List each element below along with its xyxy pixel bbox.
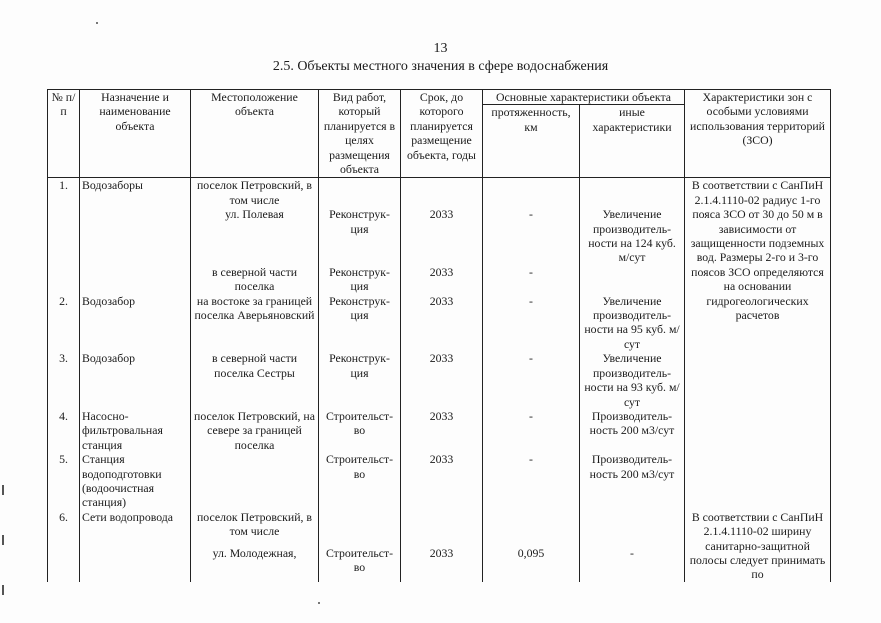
cell-other: Увеличение производитель-ности на 93 куб. м/сут [580, 351, 685, 409]
header-length: протяженность, км [483, 105, 580, 178]
cell-location: в северной части поселка Сестры [191, 351, 319, 409]
cell-length: - [483, 294, 580, 352]
table-row [48, 510, 831, 546]
header-main-characteristics: Основные характеристики объекта [483, 90, 685, 105]
cell-work: Строительст-во [319, 409, 401, 452]
water-objects-table [47, 89, 831, 582]
scan-margin-mark [2, 485, 4, 495]
cell-length: - [483, 452, 580, 510]
header-work: Вид работ, который планируется в целях размещения объекта [319, 90, 401, 178]
scan-margin-mark [2, 535, 4, 545]
cell-num: 6. [48, 510, 80, 546]
cell-location: в северной части поселка [191, 265, 319, 294]
section-title: 2.5. Объекты местного значения в сфере водоснабжения [272, 59, 609, 74]
cell-other: - [580, 546, 685, 582]
header-zso: Характеристики зон с особыми условиями использования территорий (ЗСО) [685, 90, 831, 178]
cell-length: - [483, 265, 580, 294]
cell-term: 2033 [401, 265, 483, 294]
cell-length: - [483, 409, 580, 452]
table-body [48, 178, 831, 582]
cell-name [80, 207, 191, 265]
cell-name: Насосно-фильтровальная станция [80, 409, 191, 452]
cell-num [48, 546, 80, 582]
cell-work: Реконструк-ция [319, 207, 401, 265]
cell-other [580, 510, 685, 546]
cell-location [191, 452, 319, 510]
cell-term: 2033 [401, 409, 483, 452]
cell-other: Увеличение производитель-ности на 124 куб. м/сут [580, 207, 685, 265]
cell-term: 2033 [401, 452, 483, 510]
cell-num: 3. [48, 351, 80, 409]
cell-num: 5. [48, 452, 80, 510]
header-term: Срок, до которого планируется размещение объекта, годы [401, 90, 483, 178]
cell-name: Водозабор [80, 294, 191, 352]
cell-location: на востоке за границей поселка Аверьяновский [191, 294, 319, 352]
cell-name: Водозаборы [80, 178, 191, 207]
cell-work: Строительст-во [319, 452, 401, 510]
cell-zso-1: В соответствии с СанПиН 2.1.4.1110-02 радиус 1-го пояса ЗСО от 30 до 50 м в зависимости от защищенности подземных вод. Размеры 2-го и 3-го поясов ЗСО определяются на основании гидрогеологических расчетов [685, 178, 831, 510]
scan-margin-mark [2, 585, 4, 595]
header-num: № п/п [48, 90, 80, 178]
cell-other: Увеличение производитель-ности на 95 куб. м/сут [580, 294, 685, 352]
cell-work: Реконструк-ция [319, 351, 401, 409]
cell-location: поселок Петровский, на севере за границей поселка [191, 409, 319, 452]
header-location: Местоположение объекта [191, 90, 319, 178]
cell-other: Производитель-ность 200 м3/сут [580, 409, 685, 452]
cell-other [580, 265, 685, 294]
cell-term: 2033 [401, 546, 483, 582]
page-number: 13 [433, 41, 448, 56]
cell-num: 1. [48, 178, 80, 207]
cell-name: Станция водоподготовки (водоочистная станция) [80, 452, 191, 510]
header-other: иные характеристики [580, 105, 685, 178]
cell-other [580, 178, 685, 207]
cell-location: поселок Петровский, в том числе [191, 178, 319, 207]
cell-length: - [483, 207, 580, 265]
cell-length [483, 510, 580, 546]
scan-speck [318, 602, 320, 604]
header-name: Назначение и наименование объекта [80, 90, 191, 178]
scan-speck [96, 22, 98, 24]
cell-name: Водозабор [80, 351, 191, 409]
cell-work: Реконструк-ция [319, 265, 401, 294]
cell-length: 0,095 [483, 546, 580, 582]
cell-term: 2033 [401, 351, 483, 409]
cell-length: - [483, 351, 580, 409]
cell-name: Сети водопровода [80, 510, 191, 546]
cell-term [401, 510, 483, 546]
cell-location: ул. Молодежная, [191, 546, 319, 582]
cell-term: 2033 [401, 294, 483, 352]
table-row [48, 178, 831, 207]
cell-num [48, 265, 80, 294]
cell-name [80, 546, 191, 582]
cell-num [48, 207, 80, 265]
cell-length [483, 178, 580, 207]
cell-term: 2033 [401, 207, 483, 265]
cell-location: поселок Петровский, в том числе [191, 510, 319, 546]
cell-work [319, 178, 401, 207]
cell-num: 4. [48, 409, 80, 452]
cell-location: ул. Полевая [191, 207, 319, 265]
cell-work [319, 510, 401, 546]
cell-other: Производитель-ность 200 м3/сут [580, 452, 685, 510]
cell-work: Строительст-во [319, 546, 401, 582]
cell-work: Реконструк-ция [319, 294, 401, 352]
cell-term [401, 178, 483, 207]
cell-zso-2: В соответствии с СанПиН 2.1.4.1110-02 ширину санитарно-защитной полосы следует принимать по [685, 510, 831, 582]
cell-name [80, 265, 191, 294]
cell-num: 2. [48, 294, 80, 352]
